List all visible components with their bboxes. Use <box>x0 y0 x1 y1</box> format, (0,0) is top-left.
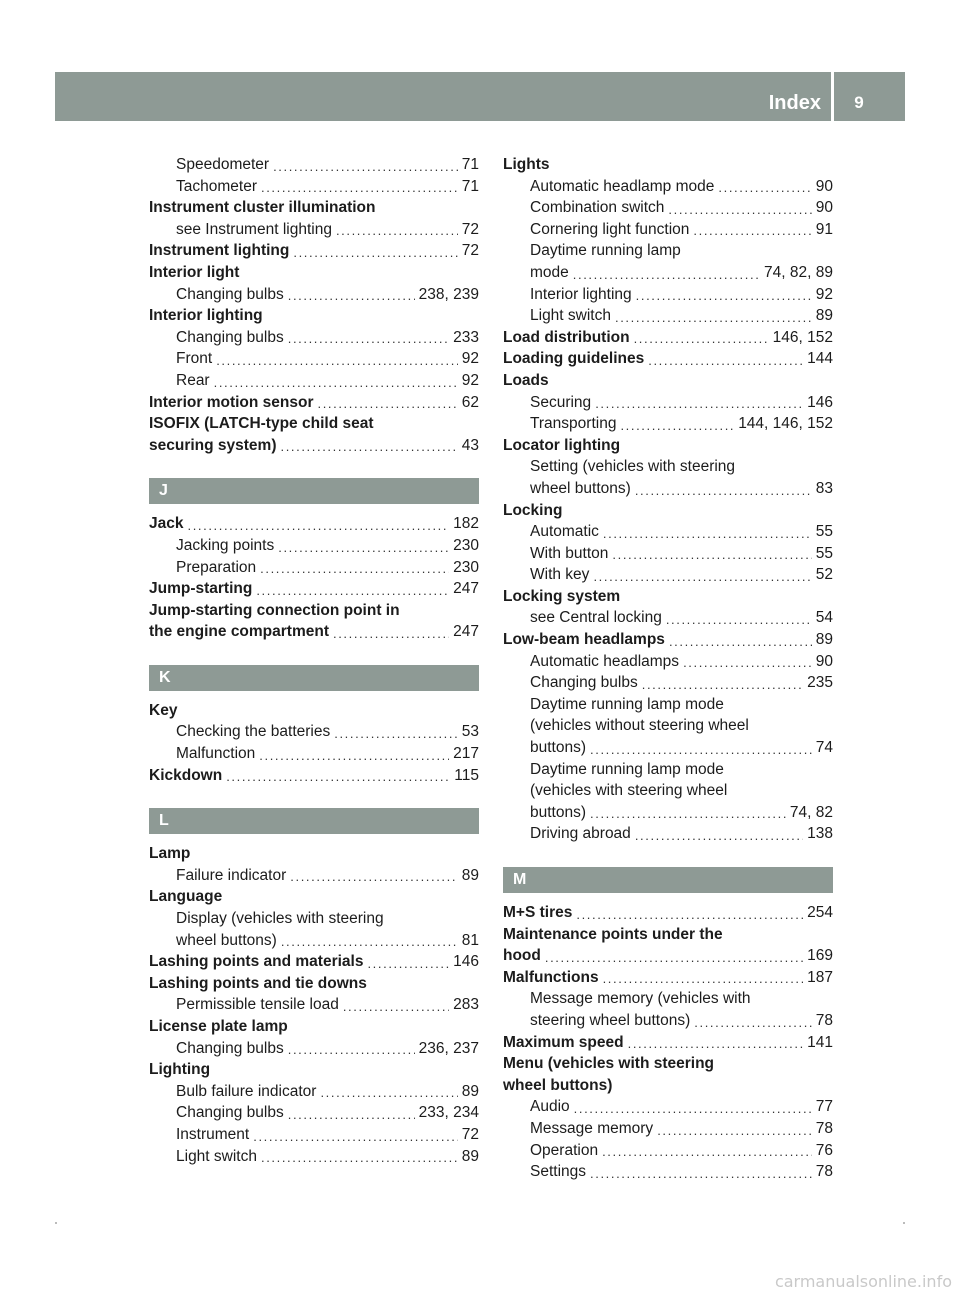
entry-text: License plate lamp <box>149 1018 288 1035</box>
entry-text: Jacking points <box>176 536 275 554</box>
section-header-k: K <box>149 665 479 691</box>
index-subentry <box>503 759 833 781</box>
page-reference[interactable]: 283 <box>453 996 479 1014</box>
entry-text: (vehicles without steering wheel <box>530 717 749 735</box>
corner-mark <box>903 1222 905 1224</box>
section-header-l: L <box>149 808 479 834</box>
page-reference[interactable]: 182 <box>453 515 479 533</box>
entry-text: Driving abroad <box>530 825 631 843</box>
dot-leader <box>318 392 458 414</box>
page-reference[interactable]: 74 <box>815 739 833 757</box>
page-reference[interactable]: 230 <box>453 558 479 576</box>
index-entry[interactable] <box>149 578 479 600</box>
index-entry <box>503 586 833 608</box>
entry-text: Transporting <box>530 415 617 433</box>
index-subentry[interactable] <box>503 802 833 824</box>
index-subentry[interactable] <box>149 930 479 952</box>
page-reference[interactable]: 71 <box>461 156 479 173</box>
page-reference[interactable]: 54 <box>815 609 833 627</box>
entry-text: Low-beam headlamps <box>503 631 665 649</box>
index-entry <box>503 1053 833 1075</box>
dot-leader <box>590 1161 812 1183</box>
page-reference[interactable]: 62 <box>461 393 479 411</box>
index-subentry[interactable] <box>503 737 833 759</box>
entry-text: Changing bulbs <box>176 328 284 346</box>
page-reference[interactable]: 89 <box>461 1082 479 1100</box>
index-subentry[interactable] <box>149 327 479 349</box>
dot-leader <box>288 327 449 349</box>
page-reference[interactable]: 92 <box>461 350 479 368</box>
entry-text: Daytime running lamp mode <box>530 695 724 713</box>
dot-leader <box>590 737 812 759</box>
index-subentry[interactable] <box>503 176 833 198</box>
dot-leader <box>628 1032 804 1054</box>
entry-text: (vehicles with steering wheel <box>530 782 728 800</box>
entry-text: Combination switch <box>530 199 665 217</box>
entry-text: M+S tires <box>503 904 573 921</box>
page-reference[interactable]: 71 <box>461 177 479 195</box>
entry-text: buttons) <box>530 803 587 821</box>
index-subentry <box>503 715 833 737</box>
index-entry[interactable] <box>503 902 833 924</box>
entry-text: Malfunction <box>176 745 256 763</box>
entry-text: buttons) <box>530 739 587 757</box>
section-header-j: J <box>149 478 479 504</box>
page-reference[interactable]: 72 <box>461 242 479 260</box>
index-entry[interactable] <box>503 1032 833 1054</box>
page-reference[interactable]: 53 <box>461 723 479 741</box>
index-subentry[interactable] <box>149 1146 479 1168</box>
page-title: Index <box>768 92 821 114</box>
entry-text: Light switch <box>176 1147 257 1165</box>
index-subentry <box>503 456 833 478</box>
index-entry <box>149 600 479 622</box>
dot-leader <box>636 284 812 306</box>
entry-text: ISOFIX (LATCH-type child seat <box>149 415 374 433</box>
dot-leader <box>602 1140 812 1162</box>
entry-text: Lashing points and tie downs <box>149 974 367 992</box>
index-subentry <box>503 988 833 1010</box>
dot-leader <box>367 951 449 973</box>
corner-mark <box>55 1222 57 1224</box>
index-column-left <box>149 154 479 1167</box>
index-subentry[interactable] <box>503 521 833 543</box>
watermark: carmanualsonline.info <box>774 1272 952 1291</box>
index-subentry[interactable] <box>503 564 833 586</box>
dot-leader <box>593 564 811 586</box>
entry-text: Changing bulbs <box>176 1104 284 1122</box>
entry-text: Rear <box>176 371 210 389</box>
page-reference[interactable]: 233, 234 <box>418 1104 479 1122</box>
index-subentry <box>503 694 833 716</box>
entry-text: Key <box>149 701 178 719</box>
index-subentry[interactable] <box>503 543 833 565</box>
entry-text: see Instrument lighting <box>176 220 332 238</box>
index-subentry[interactable] <box>503 478 833 500</box>
index-subentry[interactable] <box>149 1038 479 1060</box>
dot-leader <box>683 651 812 673</box>
entry-text: Malfunctions <box>503 968 599 986</box>
entry-text: Menu (vehicles with steering <box>503 1055 715 1073</box>
entry-text: Message memory (vehicles with <box>530 990 751 1008</box>
dot-leader <box>590 802 786 824</box>
dot-leader <box>261 176 458 198</box>
entry-text: securing system) <box>149 436 277 454</box>
index-subentry[interactable] <box>503 672 833 694</box>
index-subentry[interactable] <box>149 1102 479 1124</box>
page-reference[interactable]: 78 <box>815 1119 833 1137</box>
entry-text: Operation <box>530 1141 599 1159</box>
dot-leader <box>576 902 803 924</box>
page-reference[interactable]: 78 <box>815 1011 833 1029</box>
entry-text: Automatic headlamp mode <box>530 177 715 195</box>
index-subentry[interactable] <box>503 197 833 219</box>
entry-text: wheel buttons) <box>503 1076 613 1094</box>
index-subentry[interactable] <box>149 370 479 392</box>
dot-leader <box>669 629 812 651</box>
index-subentry[interactable] <box>503 305 833 327</box>
entry-text: Instrument cluster illumination <box>149 199 376 217</box>
entry-text: Maximum speed <box>503 1033 624 1051</box>
index-entry <box>149 262 479 284</box>
entry-text: Cornering light function <box>530 220 690 238</box>
index-entry <box>503 1075 833 1097</box>
dot-leader <box>256 578 449 600</box>
entry-text: wheel buttons) <box>176 931 277 949</box>
page-reference[interactable]: 89 <box>815 631 833 649</box>
page-reference[interactable]: 217 <box>453 745 479 763</box>
dot-leader <box>657 1118 812 1140</box>
page-reference[interactable]: 90 <box>815 199 833 217</box>
index-subentry[interactable] <box>503 607 833 629</box>
index-entry[interactable] <box>503 629 833 651</box>
index-entry <box>149 973 479 995</box>
page-reference[interactable]: 76 <box>815 1141 833 1159</box>
dot-leader <box>260 557 449 579</box>
page-reference[interactable]: 236, 237 <box>418 1039 479 1057</box>
index-subentry[interactable] <box>503 262 833 284</box>
index-subentry[interactable] <box>503 651 833 673</box>
index-entry[interactable] <box>149 392 479 414</box>
index-subentry[interactable] <box>503 1140 833 1162</box>
dot-leader <box>603 967 804 989</box>
page-reference[interactable]: 91 <box>815 220 833 238</box>
index-entry <box>503 154 833 176</box>
entry-text: With button <box>530 544 609 562</box>
entry-text: Interior light <box>149 263 240 281</box>
index-subentry[interactable] <box>149 865 479 887</box>
index-subentry[interactable] <box>149 219 479 241</box>
dot-leader <box>216 348 458 370</box>
entry-text: mode <box>530 263 569 281</box>
dot-leader <box>288 1102 415 1124</box>
page-reference[interactable]: 247 <box>453 623 479 641</box>
entry-text: Automatic <box>530 523 599 541</box>
dot-leader <box>612 543 811 565</box>
dot-leader <box>273 154 458 176</box>
index-entry <box>149 305 479 327</box>
page-reference[interactable]: 72 <box>461 220 479 238</box>
entry-text: Setting (vehicles with steering <box>530 458 736 476</box>
entry-text: Bulb failure indicator <box>176 1082 317 1100</box>
dot-leader <box>214 370 458 392</box>
dot-leader <box>648 348 803 370</box>
dot-leader <box>281 930 458 952</box>
page-reference[interactable]: 138 <box>807 825 833 843</box>
index-subentry[interactable] <box>149 743 479 765</box>
page-reference[interactable]: 81 <box>461 931 479 949</box>
index-subentry[interactable] <box>503 1096 833 1118</box>
index-subentry[interactable] <box>503 1118 833 1140</box>
page-reference[interactable]: 233 <box>453 328 479 346</box>
entry-text: Changing bulbs <box>176 1039 284 1057</box>
entry-text: Loads <box>503 371 549 389</box>
entry-text: Jack <box>149 515 184 533</box>
index-subentry[interactable] <box>149 721 479 743</box>
entry-text: Tachometer <box>176 177 257 195</box>
index-entry <box>503 500 833 522</box>
index-entry[interactable] <box>503 327 833 349</box>
index-entry <box>149 843 479 865</box>
index-entry[interactable] <box>149 621 479 643</box>
dot-leader <box>290 865 457 887</box>
entry-text: wheel buttons) <box>530 479 631 497</box>
page-reference[interactable]: 92 <box>815 285 833 303</box>
page-reference[interactable]: 74, 82 <box>789 803 833 821</box>
page-reference[interactable]: 55 <box>815 544 833 562</box>
dot-leader <box>603 521 812 543</box>
index-entry <box>149 1059 479 1081</box>
page-reference[interactable]: 146 <box>807 393 833 411</box>
entry-text: Permissible tensile load <box>176 996 339 1014</box>
index-entry <box>503 924 833 946</box>
page-reference[interactable]: 74, 82, 89 <box>764 263 833 281</box>
dot-leader <box>620 413 734 435</box>
entry-text: Securing <box>530 393 592 411</box>
entry-text: Front <box>176 350 213 368</box>
page-reference[interactable]: 238, 239 <box>418 285 479 303</box>
entry-text: Interior lighting <box>530 285 632 303</box>
dot-leader <box>642 672 803 694</box>
index-entry[interactable] <box>149 765 479 787</box>
entry-text: Speedometer <box>176 156 270 173</box>
index-subentry[interactable] <box>149 154 479 176</box>
index-subentry[interactable] <box>149 535 479 557</box>
entry-text: Lights <box>503 156 550 173</box>
dot-leader <box>574 1096 812 1118</box>
entry-text: Display (vehicles with steering <box>176 910 384 928</box>
dot-leader <box>694 1010 811 1032</box>
index-entry <box>503 435 833 457</box>
index-subentry[interactable] <box>503 1161 833 1183</box>
page-reference[interactable]: 146 <box>453 953 479 971</box>
page-reference[interactable]: 235 <box>807 674 833 692</box>
page-reference[interactable]: 92 <box>461 371 479 389</box>
dot-leader <box>333 621 449 643</box>
index-entry[interactable] <box>503 348 833 370</box>
index-entry[interactable] <box>149 240 479 262</box>
dot-leader <box>293 240 457 262</box>
entry-text: With key <box>530 566 590 584</box>
entry-text: Interior motion sensor <box>149 393 314 411</box>
index-subentry[interactable] <box>149 994 479 1016</box>
dot-leader <box>288 1038 415 1060</box>
page-reference[interactable]: 90 <box>815 652 833 670</box>
page-reference[interactable]: 89 <box>461 1147 479 1165</box>
dot-leader <box>253 1124 458 1146</box>
index-entry[interactable] <box>503 967 833 989</box>
dot-leader <box>187 513 449 535</box>
index-subentry[interactable] <box>503 219 833 241</box>
entry-text: Lighting <box>149 1061 211 1079</box>
entry-text: Locator lighting <box>503 436 621 454</box>
index-subentry <box>503 240 833 262</box>
index-subentry <box>503 780 833 802</box>
entry-text: Changing bulbs <box>176 285 284 303</box>
dot-leader <box>281 435 458 457</box>
page-reference[interactable]: 78 <box>815 1163 833 1181</box>
entry-text: Jump-starting connection point in <box>149 601 400 619</box>
entry-text: steering wheel buttons) <box>530 1011 691 1029</box>
entry-text: Jump-starting <box>149 580 253 598</box>
page-reference[interactable]: 144, 146, 152 <box>738 415 833 433</box>
entry-text: Daytime running lamp mode <box>530 760 724 778</box>
entry-text: Load distribution <box>503 328 630 346</box>
entry-text: Failure indicator <box>176 866 287 884</box>
index-entry <box>149 413 479 435</box>
dot-leader <box>259 743 449 765</box>
index-entry <box>149 197 479 219</box>
entry-text: Loading guidelines <box>503 350 645 368</box>
page-reference[interactable]: 90 <box>815 177 833 195</box>
entry-text: Audio <box>530 1098 570 1116</box>
index-subentry[interactable] <box>149 176 479 198</box>
dot-leader <box>320 1081 457 1103</box>
index-entry <box>503 370 833 392</box>
dot-leader <box>668 197 811 219</box>
page-reference[interactable]: 254 <box>807 904 833 921</box>
entry-text: hood <box>503 947 541 965</box>
index-entry <box>149 1016 479 1038</box>
dot-leader <box>666 607 812 629</box>
page-reference[interactable]: 144 <box>807 350 833 368</box>
entry-text: Checking the batteries <box>176 723 331 741</box>
index-subentry[interactable] <box>503 284 833 306</box>
index-entry[interactable] <box>503 945 833 967</box>
page-reference[interactable]: 141 <box>807 1033 833 1051</box>
dot-leader <box>261 1146 458 1168</box>
dot-leader <box>278 535 449 557</box>
index-subentry[interactable] <box>503 413 833 435</box>
page-reference[interactable]: 43 <box>461 436 479 454</box>
page-reference[interactable]: 230 <box>453 536 479 554</box>
page-number: 9 <box>854 93 864 112</box>
dot-leader <box>635 478 812 500</box>
page-reference[interactable]: 83 <box>815 479 833 497</box>
entry-text: see Central locking <box>530 609 662 627</box>
entry-text: Settings <box>530 1163 587 1181</box>
entry-text: Lamp <box>149 845 191 863</box>
dot-leader <box>718 176 811 198</box>
dot-leader <box>595 392 803 414</box>
page-reference[interactable]: 169 <box>807 947 833 965</box>
dot-leader <box>334 721 458 743</box>
entry-text: Lashing points and materials <box>149 953 364 971</box>
dot-leader <box>615 305 812 327</box>
page-reference[interactable]: 187 <box>807 968 833 986</box>
index-subentry[interactable] <box>503 1010 833 1032</box>
index-subentry[interactable] <box>149 284 479 306</box>
index-subentry[interactable] <box>149 557 479 579</box>
index-subentry[interactable] <box>149 348 479 370</box>
entry-text: Maintenance points under the <box>503 925 723 943</box>
entry-text: Instrument lighting <box>149 242 290 260</box>
entry-text: Language <box>149 888 223 906</box>
index-subentry[interactable] <box>149 1124 479 1146</box>
entry-text: Light switch <box>530 307 611 325</box>
section-header-m: M <box>503 867 833 893</box>
entry-text: Changing bulbs <box>530 674 638 692</box>
dot-leader <box>635 823 803 845</box>
index-subentry[interactable] <box>503 823 833 845</box>
index-subentry[interactable] <box>149 1081 479 1103</box>
index-subentry <box>149 908 479 930</box>
index-entry[interactable] <box>149 435 479 457</box>
entry-text: Message memory <box>530 1119 654 1137</box>
index-column-right <box>503 154 833 1183</box>
page-reference[interactable]: 72 <box>461 1125 479 1143</box>
page-reference[interactable]: 89 <box>815 307 833 325</box>
dot-leader <box>573 262 760 284</box>
entry-text: the engine compartment <box>149 623 329 641</box>
entry-text: Automatic headlamps <box>530 652 680 670</box>
entry-text: Instrument <box>176 1125 250 1143</box>
entry-text: Daytime running lamp <box>530 242 681 260</box>
page-reference[interactable]: 115 <box>454 766 479 784</box>
index-entry <box>149 886 479 908</box>
entry-text: Interior lighting <box>149 307 263 325</box>
index-entry <box>149 700 479 722</box>
page-reference[interactable]: 52 <box>815 566 833 584</box>
dot-leader <box>693 219 811 241</box>
page-reference[interactable]: 146, 152 <box>772 328 833 346</box>
index-subentry[interactable] <box>503 392 833 414</box>
page-reference[interactable]: 89 <box>461 866 479 884</box>
index-entry[interactable] <box>149 951 479 973</box>
dot-leader <box>545 945 803 967</box>
dot-leader <box>634 327 769 349</box>
dot-leader <box>288 284 415 306</box>
entry-text: Preparation <box>176 558 257 576</box>
page-reference[interactable]: 55 <box>815 523 833 541</box>
entry-text: Locking <box>503 501 563 519</box>
page-reference[interactable]: 247 <box>453 580 479 598</box>
dot-leader <box>336 219 458 241</box>
page-reference[interactable]: 77 <box>815 1098 833 1116</box>
dot-leader <box>343 994 449 1016</box>
index-entry[interactable] <box>149 513 479 535</box>
dot-leader <box>226 765 450 787</box>
entry-text: Locking system <box>503 587 621 605</box>
entry-text: Kickdown <box>149 766 223 784</box>
